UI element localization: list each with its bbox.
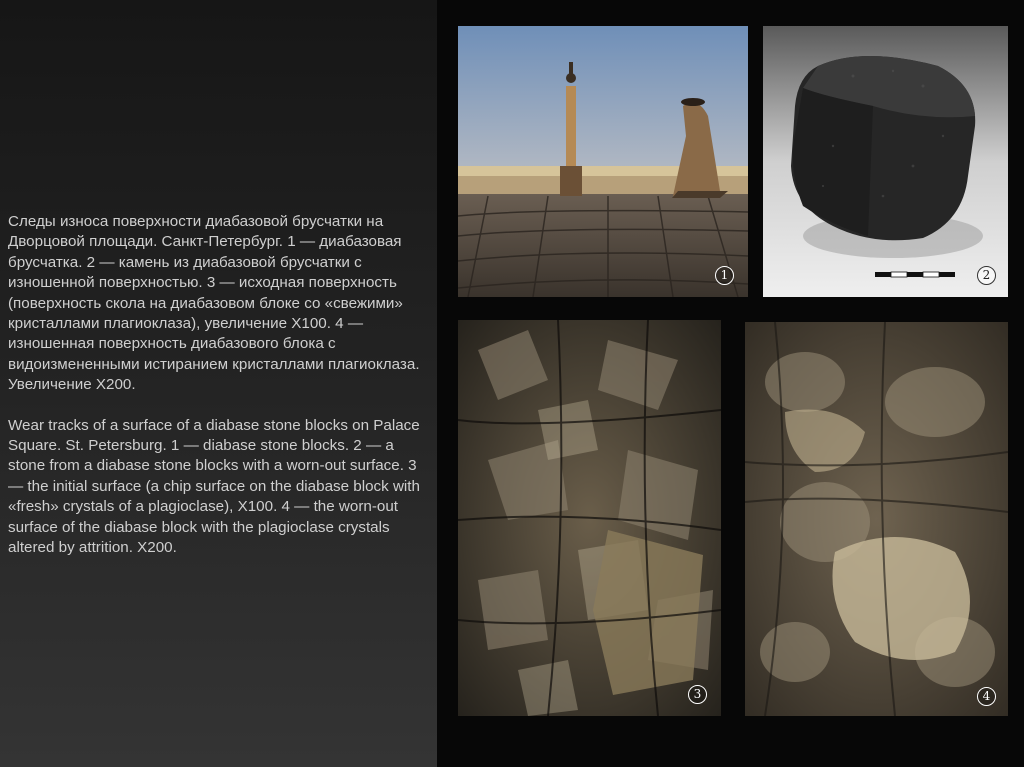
- photo-palace-square: [458, 26, 748, 297]
- photo-label-2: 2: [977, 266, 996, 285]
- photo-label-4: 4: [977, 687, 996, 706]
- caption-english: Wear tracks of a surface of a diabase stone blocks on Palace Square. St. Petersburg. 1 — diabase stone blocks. 2 — a stone from a diabase stone blocks with a worn-out surface. 3 — the initial surface (a chip surface on the diabase block with «fresh» crystals of a plagioclase), X100. 4 — the worn-out surface of the diabase block with the plagioclase crystals altered by attrition. X200.: [8, 416, 420, 557]
- caption-text: [8, 212, 432, 559]
- photo-cobblestone: [763, 26, 1008, 297]
- caption-panel: [0, 0, 437, 767]
- photo-micrograph-initial: [458, 320, 721, 716]
- caption-russian: Следы износа поверхности диабазовой брусчатки на Дворцовой площади. Санкт-Петербург. 1 — диабазовая брусчатка. 2 — камень из диабазовой брусчатки с изношенной поверхностью. 3 — исходная поверхность (поверхность скола на диабазовом блоке со «свежими» кристаллами плагиоклаза), увеличение X100. 4 — изношенная поверхность диабазового блока с видоизмененными истиранием кристаллами плагиоклаза. Увеличение X200.: [8, 213, 420, 394]
- photo-label-3: 3: [688, 685, 707, 704]
- photo-micrograph-worn: [745, 322, 1008, 716]
- photo-label-1: 1: [715, 266, 734, 285]
